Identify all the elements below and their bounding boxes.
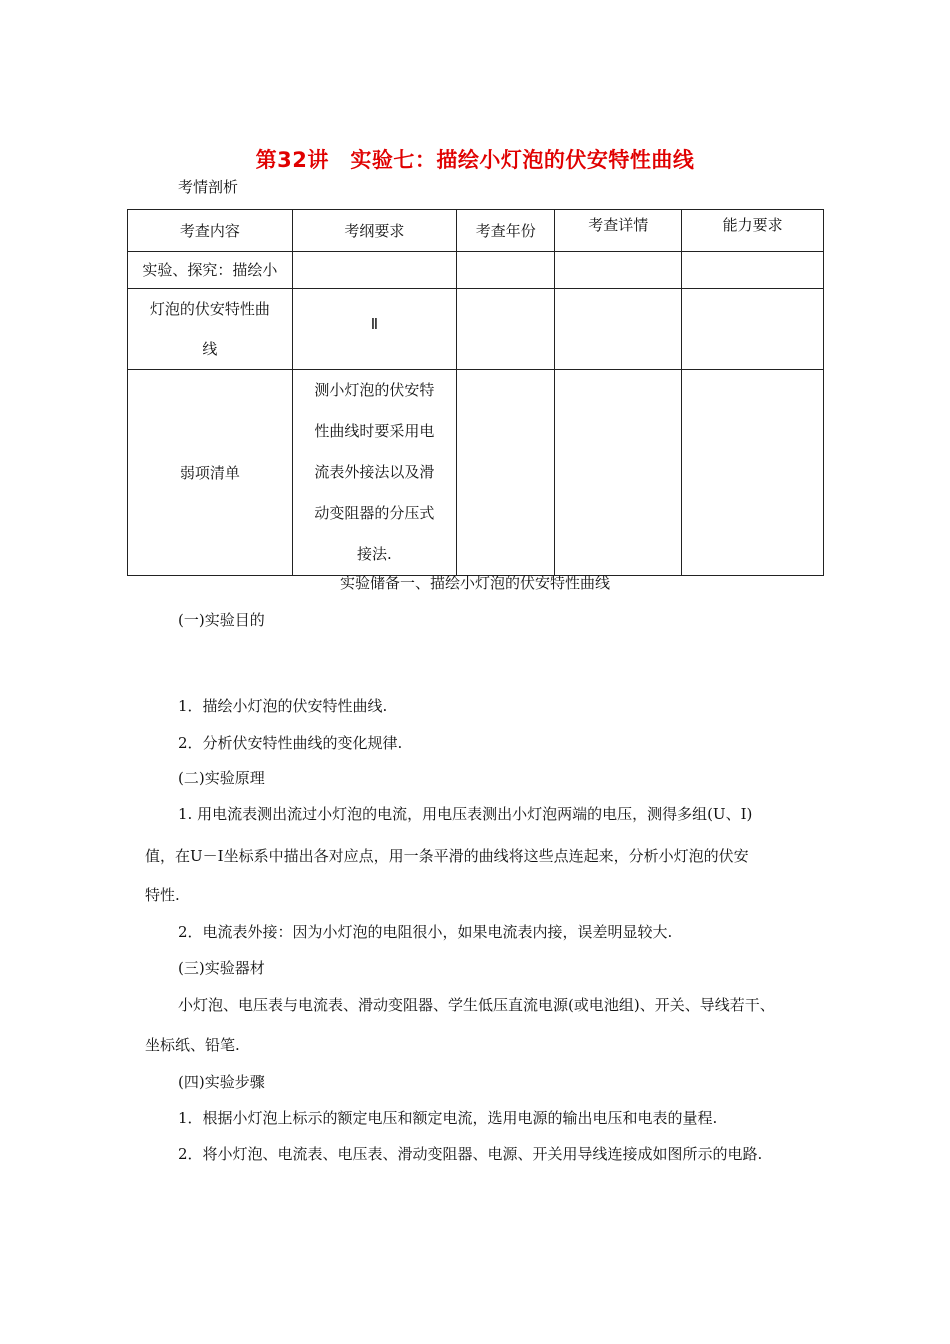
- cell-divider: [293, 252, 457, 289]
- cell-line: 流表外接法以及滑: [314, 463, 435, 481]
- cell-line: 灯泡的伏安特性曲: [149, 300, 270, 318]
- paragraph-line: 坐标纸、铅笔.: [145, 1036, 240, 1054]
- cell-divider: [555, 252, 681, 289]
- cell-line: 实验、探究：描绘小: [128, 252, 292, 289]
- detail-cell: [555, 370, 682, 576]
- heading-purpose: (一)实验目的: [178, 611, 265, 629]
- paragraph-line: 小灯泡、电压表与电流表、滑动变阻器、学生低压直流电源(或电池组)、开关、导线若干、: [178, 996, 775, 1014]
- heading-equipment: (三)实验器材: [178, 959, 265, 977]
- header-cell: 考查内容: [128, 210, 293, 252]
- section-label: 考情剖析: [178, 178, 239, 196]
- list-item: 1．描绘小灯泡的伏安特性曲线.: [178, 697, 388, 715]
- cell-divider: [457, 252, 554, 289]
- table-row: [128, 370, 824, 576]
- list-item: 2．将小灯泡、电流表、电压表、滑动变阻器、电源、开关用导线连接成如图所示的电路.: [178, 1145, 763, 1163]
- paragraph-line: 特性.: [145, 886, 180, 904]
- level-cell: [292, 252, 457, 370]
- header-cell: 考查详情: [555, 210, 682, 252]
- header-cell: 考纲要求: [292, 210, 457, 252]
- ability-cell: [682, 370, 824, 576]
- header-cell: 能力要求: [682, 210, 824, 252]
- cell-line: 线: [202, 340, 218, 358]
- level-value: Ⅱ: [370, 315, 379, 333]
- year-cell: [457, 252, 555, 370]
- cell-line: 动变阻器的分压式: [314, 504, 435, 522]
- paragraph-line: 值，在U－I坐标系中描出各对应点，用一条平滑的曲线将这些点连起来，分析小灯泡的伏安: [145, 847, 749, 865]
- year-cell: [457, 370, 555, 576]
- cell-line: 测小灯泡的伏安特: [314, 381, 435, 399]
- content-cell: 弱项清单: [128, 370, 293, 576]
- section-title: 实验储备一、描绘小灯泡的伏安特性曲线: [339, 574, 610, 592]
- list-item: 1．根据小灯泡上标示的额定电压和额定电流，选用电源的输出电压和电表的量程.: [178, 1109, 718, 1127]
- page-title: 第32讲 实验七：描绘小灯泡的伏安特性曲线: [255, 148, 695, 172]
- paragraph-line: 1. 用电流表测出流过小灯泡的电流，用电压表测出小灯泡两端的电压，测得多组(U、I): [178, 805, 753, 823]
- detail-cell: [555, 252, 682, 370]
- list-item: 2．分析伏安特性曲线的变化规律.: [178, 734, 403, 752]
- header-cell: 考查年份: [457, 210, 555, 252]
- heading-principle: (二)实验原理: [178, 769, 265, 787]
- content-cell: [128, 252, 293, 370]
- heading-steps: (四)实验步骤: [178, 1073, 265, 1091]
- cell-line: 接法.: [357, 545, 392, 563]
- table-row: [128, 252, 824, 370]
- cell-divider: [682, 252, 823, 289]
- table-header-row: [128, 210, 824, 252]
- cell-line: 性曲线时要采用电: [314, 422, 435, 440]
- detail-text-cell: [292, 370, 457, 576]
- ability-cell: [682, 252, 824, 370]
- exam-analysis-table: [127, 209, 824, 576]
- paragraph-line: 2．电流表外接：因为小灯泡的电阻很小，如果电流表内接，误差明显较大.: [178, 923, 673, 941]
